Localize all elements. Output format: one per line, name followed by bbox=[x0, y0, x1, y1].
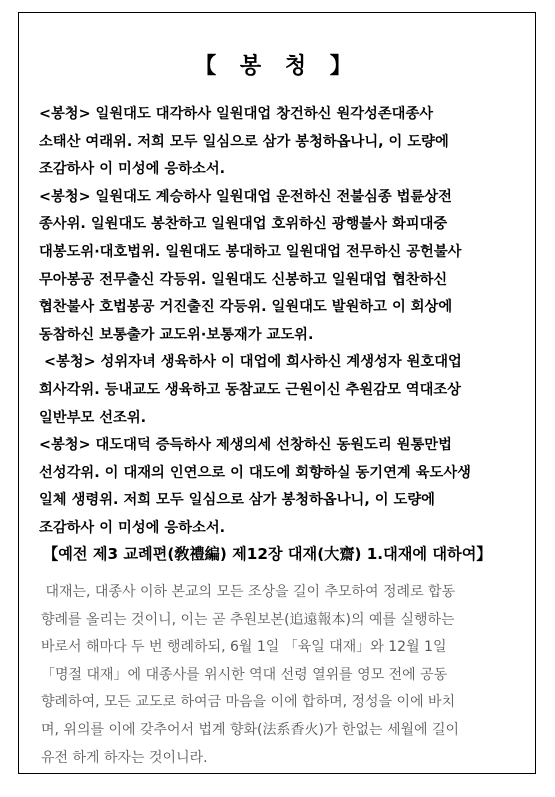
prayer-line: <봉청> 일원대도 계승하사 일원대업 운전하신 전불심종 법륜상전 bbox=[39, 188, 452, 205]
prayer-line: 협찬불사 호법봉공 거진출진 각등위. 일원대도 발원하고 이 회상에 bbox=[39, 299, 453, 316]
body-line: 향례하여, 모든 교도로 하여금 마음을 이에 합하며, 정성을 이에 바치 bbox=[41, 694, 456, 711]
prayer-line: 대봉도위·대호법위. 일원대도 봉대하고 일원대업 전무하신 공헌불사 bbox=[39, 243, 462, 260]
section-heading: 【예전 제3 교례편(敎禮編) 제12장 대재(大齋) 1.대재에 대하여】 bbox=[43, 545, 492, 563]
prayer-line: 동참하신 보통출가 교도위·보통재가 교도위. bbox=[39, 326, 314, 343]
prayer-line: 종사위. 일원대도 봉찬하고 일원대업 호위하신 광행불사 화피대중 bbox=[39, 216, 448, 233]
prayer-line: 무아봉공 전무출신 각등위. 일원대도 신봉하고 일원대업 협찬하신 bbox=[39, 271, 448, 288]
prayer-line: <봉청> 성위자녀 생육하사 이 대업에 희사하신 계생성자 원호대업 bbox=[39, 354, 462, 371]
page-title: 【 봉 청 】 bbox=[194, 54, 360, 79]
prayer-line: 희사각위. 등내교도 생육하고 동참교도 근원이신 추원감모 역대조상 bbox=[39, 381, 461, 398]
body-line: 유전 하게 하자는 것이니라. bbox=[41, 749, 208, 766]
prayer-line: <봉청> 일원대도 대각하사 일원대업 창건하신 원각성존대종사 bbox=[39, 106, 434, 122]
document-frame bbox=[18, 12, 536, 774]
prayer-line: <봉청> 대도대덕 증득하사 제생의세 선창하신 동원도리 원통만법 bbox=[39, 437, 452, 454]
body-line: 바로서 해마다 두 번 행례하되, 6월 1일 「육일 대재」와 12월 1일 bbox=[41, 639, 447, 656]
prayer-block bbox=[39, 101, 517, 543]
prayer-line: 일반부모 선조위. bbox=[39, 409, 147, 426]
body-paragraph bbox=[41, 579, 517, 772]
body-line: 며, 위의를 이에 갖추어서 법계 향화(法系香火)가 한없는 세월에 길이 bbox=[41, 721, 460, 738]
body-line: 「명절 대재」에 대종사를 위시한 역대 선령 열위를 영모 전에 공동 bbox=[41, 666, 448, 683]
prayer-line: 일체 생령위. 저희 모두 일심으로 삼가 봉청하옵나니, 이 도량에 bbox=[39, 492, 435, 509]
prayer-line: 조감하사 이 미성에 응하소서. bbox=[39, 161, 226, 178]
prayer-line: 조감하사 이 미성에 응하소서. bbox=[39, 519, 226, 536]
prayer-line: 소태산 여래위. 저희 모두 일심으로 삼가 봉청하옵나니, 이 도량에 bbox=[39, 133, 449, 150]
body-line: 향례를 올리는 것이니, 이는 곧 추원보본(追遠報本)의 예를 실행하는 bbox=[41, 611, 455, 628]
body-line: 대재는, 대종사 이하 본교의 모든 조상을 길이 추모하여 정례로 합동 bbox=[41, 584, 456, 600]
prayer-line: 선성각위. 이 대재의 인연으로 이 대도에 회향하실 동기연계 육도사생 bbox=[39, 464, 471, 481]
